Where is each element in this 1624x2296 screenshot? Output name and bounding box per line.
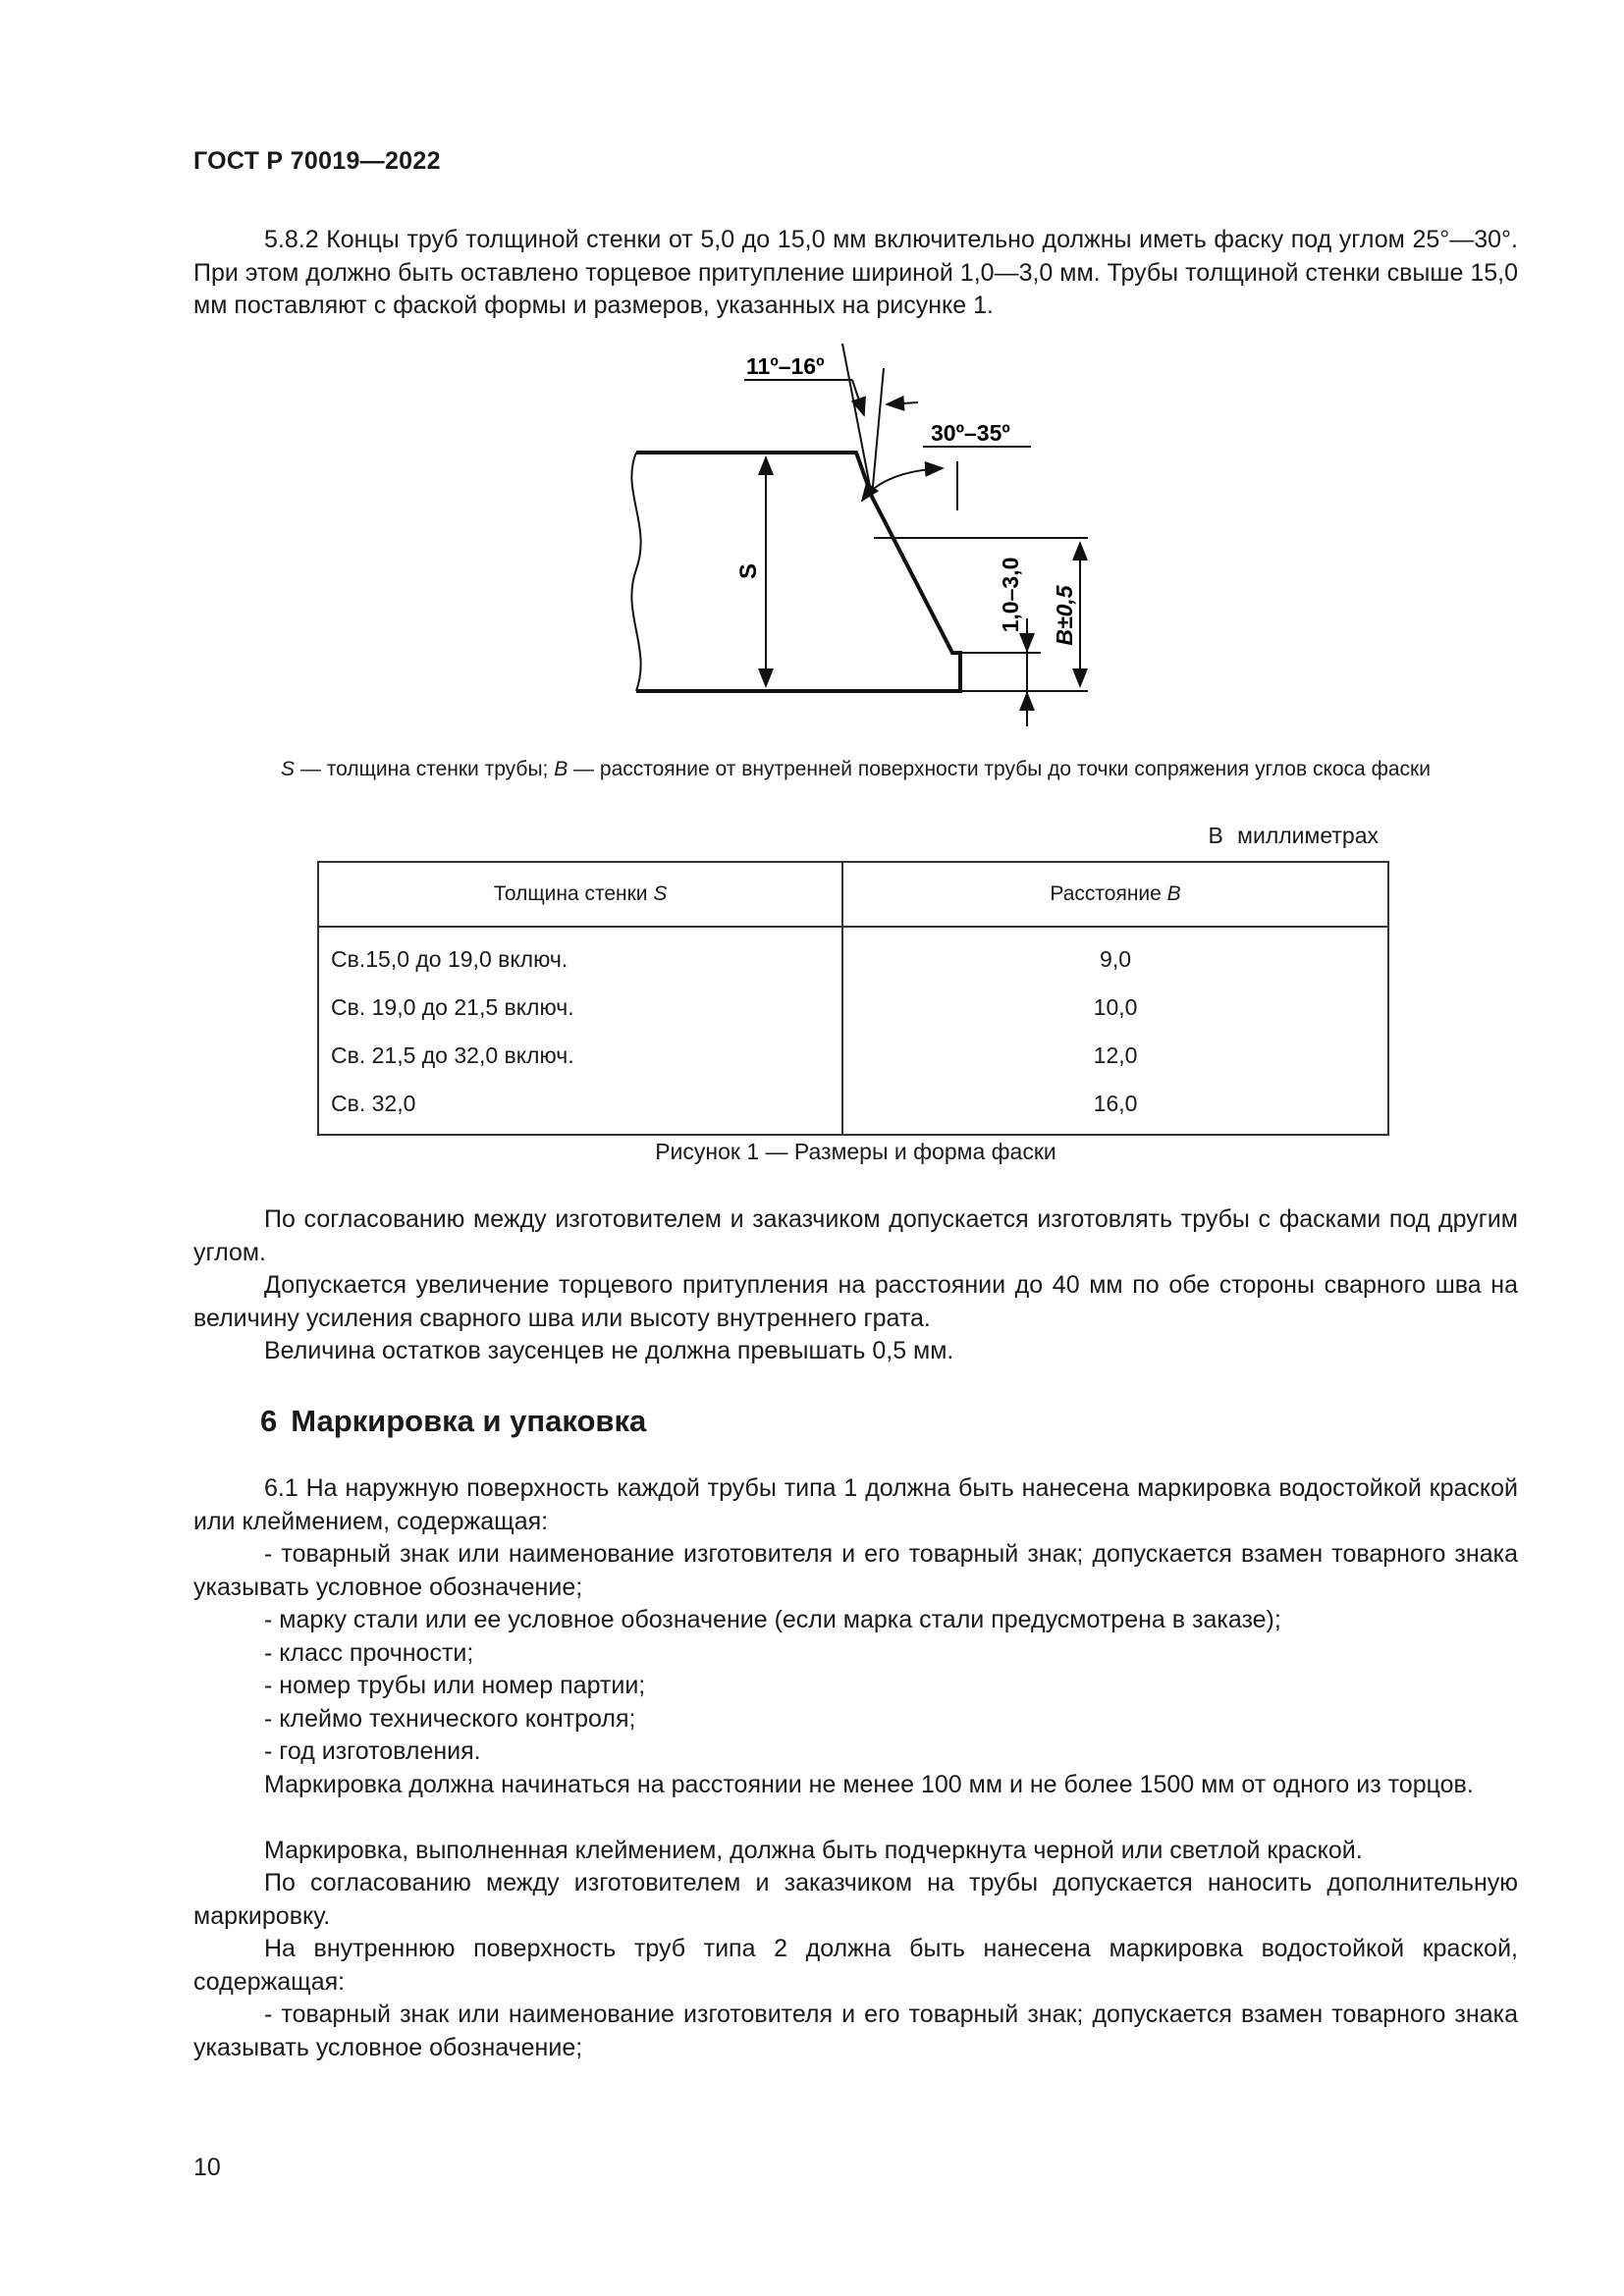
paragraph-5-8-2: 5.8.2 Концы труб толщиной стенки от 5,0 до 15,0 мм включительно должны иметь фаску под углом 25°—30°. При этом должно быть оставлено торцевое притупление шириной 1,0—3,0 мм. Трубы толщиной стенки свыше 15,0 мм поставляют с фаской формы и размеров, указанных на рисунке 1.: [193, 226, 1518, 319]
paragraph-burr: Величина остатков заусенцев не должна превышать 0,5 мм.: [264, 1337, 954, 1364]
label-angle-right: 30º–35º: [931, 420, 1010, 446]
angle-dimension-right: [862, 447, 1031, 501]
list-item: - класс прочности;: [264, 1638, 474, 1667]
list-item: - клеймо технического контроля;: [264, 1704, 636, 1733]
cell-distance: 10,0: [842, 984, 1388, 1032]
list-item: - номер трубы или номер партии;: [264, 1672, 646, 1699]
label-b: B±0,5: [1052, 585, 1077, 646]
label-blunt: 1,0–3,0: [998, 557, 1023, 633]
column-header-thickness: Толщина стенки S: [318, 862, 842, 927]
cell-thickness: Св. 19,0 до 21,5 включ.: [318, 984, 842, 1032]
column-header-distance: Расстояние B: [842, 862, 1388, 927]
table-row: [318, 984, 1388, 1032]
list-item: - год изготовления.: [264, 1737, 481, 1765]
angle-dimension-top: [744, 380, 918, 415]
figure-legend: S — толщина стенки трубы; B — расстояние от внутренней поверхности трубы до точки сопряжения углов скоса фаски: [281, 758, 1431, 780]
units-note: В миллиметрах: [1208, 823, 1379, 848]
page-number: 10: [193, 2154, 221, 2181]
paragraph-marking-extra: По согласованию между изготовителем и заказчиком на трубы допускается наносить дополнительную маркировку.: [193, 1869, 1518, 1930]
paragraph-other-angle: По согласованию между изготовителем и заказчиком допускается изготовлять трубы с фасками под другим углом.: [193, 1205, 1518, 1266]
figure-caption: Рисунок 1 — Размеры и форма фаски: [655, 1139, 1056, 1164]
label-angle-top: 11º–16º: [746, 353, 825, 379]
list-item: - товарный знак или наименование изготовителя и его товарный знак; допускается взамен товарного знака указывать условное обозначение;: [193, 2001, 1518, 2061]
bevel-figure: [589, 339, 1139, 731]
list-item: - марку стали или ее условное обозначение (если марка стали предусмотрена в заказе);: [264, 1606, 1281, 1633]
section-6-heading: 6 Маркировка и упаковка: [260, 1404, 647, 1438]
paragraph-type-2: На внутреннюю поверхность труб типа 2 должна быть нанесена маркировка водостойкой краской, содержащая:: [193, 1935, 1518, 1996]
cell-distance: 9,0: [842, 927, 1388, 984]
paragraph-marking-start: Маркировка должна начинаться на расстоянии не менее 100 мм и не более 1500 мм от одного из торцов.: [264, 1770, 1474, 1798]
pipe-wall-outline: [631, 453, 960, 691]
table-row: [318, 927, 1388, 984]
cell-thickness: Св. 21,5 до 32,0 включ.: [318, 1032, 842, 1080]
cell-thickness: Св. 32,0: [318, 1080, 842, 1135]
paragraph-6-1: 6.1 На наружную поверхность каждой трубы типа 1 должна быть нанесена маркировка водостойкой краской или клеймением, содержащая:: [193, 1474, 1518, 1535]
list-item: - товарный знак или наименование изготовителя и его товарный знак; допускается взамен товарного знака указывать условное обозначение;: [193, 1540, 1518, 1601]
bevel-distance-table: [317, 861, 1389, 1136]
label-s: S: [735, 562, 762, 580]
cell-thickness: Св.15,0 до 19,0 включ.: [318, 927, 842, 984]
cell-distance: 12,0: [842, 1032, 1388, 1080]
paragraph-marking-stamp: Маркировка, выполненная клеймением, должна быть подчеркнута черной или светлой краской.: [264, 1836, 1363, 1864]
cell-distance: 16,0: [842, 1080, 1388, 1135]
table-row: [318, 1080, 1388, 1135]
document-header: ГОСТ Р 70019—2022: [193, 147, 441, 175]
paragraph-blunt-increase: Допускается увеличение торцевого притупления на расстоянии до 40 мм по обе стороны сварного шва на величину усиления сварного шва или высоту внутреннего грата.: [193, 1271, 1518, 1332]
table-row: [318, 1032, 1388, 1080]
